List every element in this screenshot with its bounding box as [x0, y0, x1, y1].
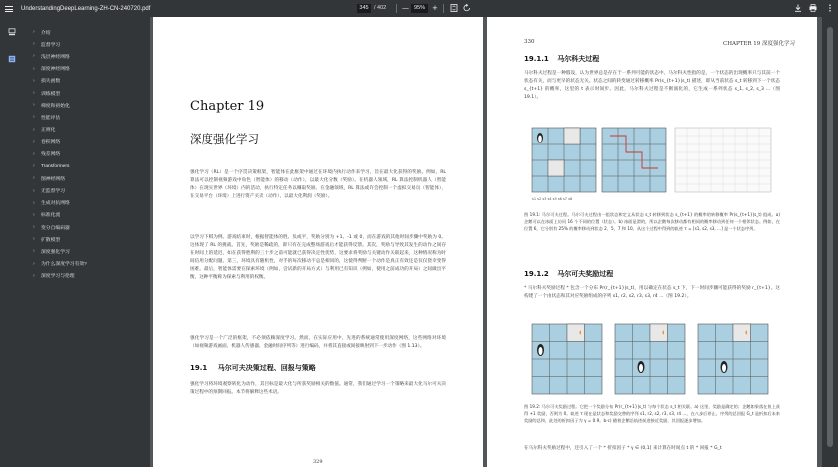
chevron-right-icon[interactable]: ›: [33, 53, 35, 60]
chevron-right-icon[interactable]: ›: [33, 224, 35, 231]
page-number: 329: [313, 459, 323, 465]
ice-grid-b: [602, 128, 666, 192]
outline-item-label: 梯度和初始化: [41, 103, 70, 109]
outline-item[interactable]: [24, 50, 150, 62]
outline-item-label: 无监督学习: [41, 189, 65, 195]
outline-item[interactable]: [24, 233, 150, 245]
outline-item-label: 正则化: [41, 128, 56, 134]
outline-item[interactable]: [24, 26, 150, 38]
outline-item[interactable]: [24, 160, 150, 172]
section-heading: [524, 54, 599, 64]
chevron-right-icon[interactable]: ›: [33, 90, 35, 97]
chevron-right-icon[interactable]: ›: [33, 187, 35, 194]
chevron-right-icon[interactable]: ›: [33, 199, 35, 206]
toolbar-divider: [443, 4, 444, 13]
outline-item-label: 介绍: [41, 30, 51, 36]
section-number: 19.1: [190, 364, 208, 372]
chevron-right-icon[interactable]: ›: [33, 260, 35, 267]
pdf-viewer[interactable]: [150, 17, 822, 467]
chevron-right-icon[interactable]: ›: [33, 102, 35, 109]
outline-item[interactable]: [24, 99, 150, 111]
outline-item[interactable]: [24, 124, 150, 136]
paragraph: 在马尔科夫奖励过程中，还引入了一个 * 折扣因子 * γ ∈ (0,1] 来计算在时间点 t 的 * 回报 * G_t: [524, 446, 722, 451]
outline-item-label: 卷积网络: [41, 140, 61, 146]
more-vert-icon[interactable]: [825, 3, 835, 13]
print-icon[interactable]: [808, 3, 818, 13]
chevron-right-icon[interactable]: ›: [33, 41, 35, 48]
figure-axis-text: s1 s2 s3 s4 s5 s6 s7 s8: [532, 197, 573, 201]
outline-item[interactable]: [24, 258, 150, 270]
document-outline-icon[interactable]: [8, 55, 16, 63]
paragraph: 强化学习将环境观察转化为动作，其目标是最大化与所获奖励相关的数值。通常，我们通过学习一个策略来最大化马尔可夫决策过程中的预期回报。本节将解释这些术语。: [190, 382, 446, 396]
pdf-page-329: [153, 17, 483, 467]
outline-item[interactable]: [24, 111, 150, 123]
section-number: 19.1.1: [524, 55, 549, 63]
reward-grid-a: [532, 324, 602, 394]
reward-grid-c: [698, 324, 768, 394]
pdf-page-330: [487, 17, 817, 467]
outline-item[interactable]: [24, 270, 150, 282]
outline-item[interactable]: [24, 172, 150, 184]
chevron-right-icon[interactable]: ›: [33, 65, 35, 72]
outline-item-label: 残差网络: [41, 152, 61, 158]
figure-19-2: [527, 320, 777, 398]
outline-item-label: 为什么深度学习有效?: [41, 262, 87, 268]
section-number: 19.1.2: [524, 270, 549, 278]
figure-caption: 图 19.1: 马尔可夫过程。马尔可夫过程由一组状态和定义从状态 s_t 转移到状态 s_{t+1} 的概率的转移概率 Pr(s_{t+1}|s_t) 组成。a) 企鹅可以在冰面上访问 16 个不同的位置（状态）。b) 冰面是滑的，所以企鹅每次移动都有相同的概率移动到任何一个相邻状态。例如，在位置 6，它分别有 25% 的概率移动到状态 2、5、7 和 10。从这个过程中得到的轨迹 τ = [s1, s2, s3, ...] 是一个状态序列。: [524, 212, 780, 232]
paragraph: 马尔科夫过程是一种假设，认为世界总是存在于一系列可能的状态中。马尔科夫性指的是，一个状态的出现概率只与其前一个状态有关，而与更早的状态无关。状态之间的转变通过转移概率 Pr(s_{t+1}|s_t) 描述，即从当前状态 s_t 转移到下一个状态 s_{t+1} 的概率，这里的 t 表示时间步。因此，马尔科夫过程是不断演化的，它生成一系列状态 s_1, s_2, s_3 ...（图 19.1）。: [524, 71, 780, 101]
vertical-scrollbar[interactable]: [822, 17, 838, 467]
outline-item[interactable]: [24, 197, 150, 209]
chapter-number: Chapter 19: [190, 99, 265, 114]
outline-item[interactable]: [24, 87, 150, 99]
chevron-right-icon[interactable]: ›: [33, 272, 35, 279]
running-head-page: 330: [524, 39, 535, 45]
toolbar-divider: [396, 4, 397, 13]
section-heading: [190, 363, 316, 373]
page-number-input[interactable]: 345: [357, 4, 371, 13]
outline-item-label: 生成对抗网络: [41, 201, 70, 207]
file-title: UnderstandingDeepLearning-ZH-CN-240720.pdf: [21, 5, 151, 12]
chapter-title: 深度强化学习: [190, 132, 259, 146]
outline-item-label: 扩散模型: [41, 237, 61, 243]
section-title: 马尔科夫过程: [557, 55, 600, 63]
chevron-right-icon[interactable]: ›: [33, 126, 35, 133]
chevron-right-icon[interactable]: ›: [33, 138, 35, 145]
outline-item-label: Transformers: [41, 163, 70, 169]
chevron-right-icon[interactable]: ›: [33, 236, 35, 243]
outline-item-label: 深度神经网络: [41, 67, 70, 73]
outline-item-label: 损失函数: [41, 79, 61, 85]
transition-matrix: [675, 128, 771, 192]
outline-item-label: 浅层神经网络: [41, 54, 70, 60]
pdf-toolbar: [0, 0, 838, 17]
thumbnails-icon[interactable]: [8, 28, 16, 36]
rotate-icon[interactable]: [462, 3, 472, 13]
zoom-out-button[interactable]: —: [402, 4, 409, 12]
section-title: 马尔可夫奖励过程: [557, 270, 614, 278]
section-heading: [524, 269, 613, 279]
paragraph: 强化学习是一个广泛的框架，不必须依赖深度学习。然而，在实际应用中，先进的系统通常使用深度网络，这些网络对环境（如视频游戏画面、机器人传感器、金融时间序列等）进行编码，并将其直接或间接映射到下一步动作（图 1.13）。: [190, 336, 446, 350]
outline-item[interactable]: [24, 209, 150, 221]
download-icon[interactable]: [793, 3, 803, 13]
chevron-right-icon[interactable]: ›: [33, 211, 35, 218]
paragraph: 以学习下棋为例。游戏结束时，根据智能体的胜、负或平，奖励分别为 +1、-1 或 0，而在游戏的其他时间步骤中奖励为 0。这体现了 RL 的挑战。首先，奖励是稀疏的，即只有在完成整场游戏后才能获得反馈。其次，奖励与导致其发生的动作之间存在时间上的延迟，如在获得胜利的三十步之前可能就已获得决定性优势，这要求将奖励与关键动作关联起来，这种情况称为时间信用分配问题。第三，环境具有随机性，对手的每次移动不总是相同的，这使得判断一个动作是真正有效还是仅仅侥幸变得困难。最后，智能体需要在探索环境（例如，尝试新的开局方式）与利用已有知识（例如，使用之前成功的开局）之间做出平衡，这种平衡称为探索与利用的权衡。: [190, 235, 446, 281]
outline-item-label: 标准化流: [41, 213, 61, 219]
outline-item[interactable]: [24, 221, 150, 233]
outline-item[interactable]: [24, 75, 150, 87]
chevron-right-icon[interactable]: ›: [33, 175, 35, 182]
outline-item[interactable]: [24, 148, 150, 160]
chevron-right-icon[interactable]: ›: [33, 114, 35, 121]
outline-item[interactable]: [24, 136, 150, 148]
chevron-right-icon[interactable]: ›: [33, 29, 35, 36]
zoom-level-input[interactable]: 95%: [411, 4, 428, 13]
chevron-right-icon[interactable]: ›: [33, 163, 35, 170]
fit-page-icon[interactable]: [449, 3, 459, 13]
document-outline: [24, 17, 150, 467]
figure-caption: 图 19.2: 马尔可夫奖励过程。它把一个奖励分布 Pr(r_{t+1}|s_t) 与每个状态 s_t 相关联。a) 这里，奖励是确定的；企鹅如果落在鱼上获得 +1 奖励，否则为 0。轨迹 τ 现在是状态和奖励交替的序列 s1, r2, s2, r3, s3, r4 ...，在八步后停止。序列的总回报 G_t 是折扣后未来奖励的总和，此处的折扣因子为 γ = 0.9。b-c) 随着企鹅沿轨迹前进接近奖励，其回报逐步增加。: [524, 404, 780, 424]
outline-item[interactable]: [24, 63, 150, 75]
chevron-right-icon[interactable]: ›: [33, 77, 35, 84]
scrollbar-thumb[interactable]: [827, 27, 833, 447]
chevron-right-icon[interactable]: ›: [33, 248, 35, 255]
outline-item-label: 图神经网络: [41, 176, 65, 182]
reward-grid-b: [615, 324, 685, 394]
zoom-in-button[interactable]: +: [432, 4, 438, 12]
chevron-right-icon[interactable]: ›: [33, 150, 35, 157]
running-head-chapter: CHAPTER 19 深度强化学习: [723, 41, 795, 47]
outline-item-label: 变分自编码器: [41, 225, 70, 231]
page-total: / 402: [374, 5, 387, 11]
outline-item-label: 监督学习: [41, 42, 61, 48]
outline-item-label: 深度学习与伦理: [41, 274, 75, 280]
outline-item-label: 性能评估: [41, 115, 61, 121]
hamburger-menu-icon[interactable]: [5, 6, 13, 12]
outline-item-label: 深度强化学习: [41, 249, 70, 255]
sidebar-rail: [0, 17, 24, 467]
ice-grid-a: [532, 128, 596, 192]
outline-item-label: 训练模型: [41, 91, 61, 97]
paragraph: * 马尔科夫奖励过程 * 包含一个分布 Pr(r_{t+1}|s_t)，用以确定在状态 s_t 下，下一时间步骤可能获得的奖励 r_{t+1}。这构建了一个由状态和其对应奖励组成的序列 s1, r2, s2, r3, s3, r4 ...（图 19.2）。: [524, 286, 780, 300]
figure-19-1: [527, 123, 777, 203]
outline-item[interactable]: [24, 184, 150, 196]
paragraph: 强化学习（RL）是一个序贯决策框架，智能体在此框架中通过在环境内执行动作来学习，旨在最大化获得的奖励。例如，RL 算法可以控制视频游戏中角色（智能体）的移动（动作），以最大化分数（奖励）。在机器人领域，RL 算法控制机器人（智能体）在现实世界（环境）内的活动，执行特定任务以赚取奖励。在金融领域，RL 算法或许会控制一个虚拟交易员（智能体），在交易平台（环境）上进行资产买卖（动作），以最大化利润（奖励）。: [190, 170, 446, 200]
outline-item[interactable]: [24, 38, 150, 50]
section-title: 马尔可夫决策过程、回报与策略: [217, 364, 316, 372]
outline-item[interactable]: [24, 245, 150, 257]
